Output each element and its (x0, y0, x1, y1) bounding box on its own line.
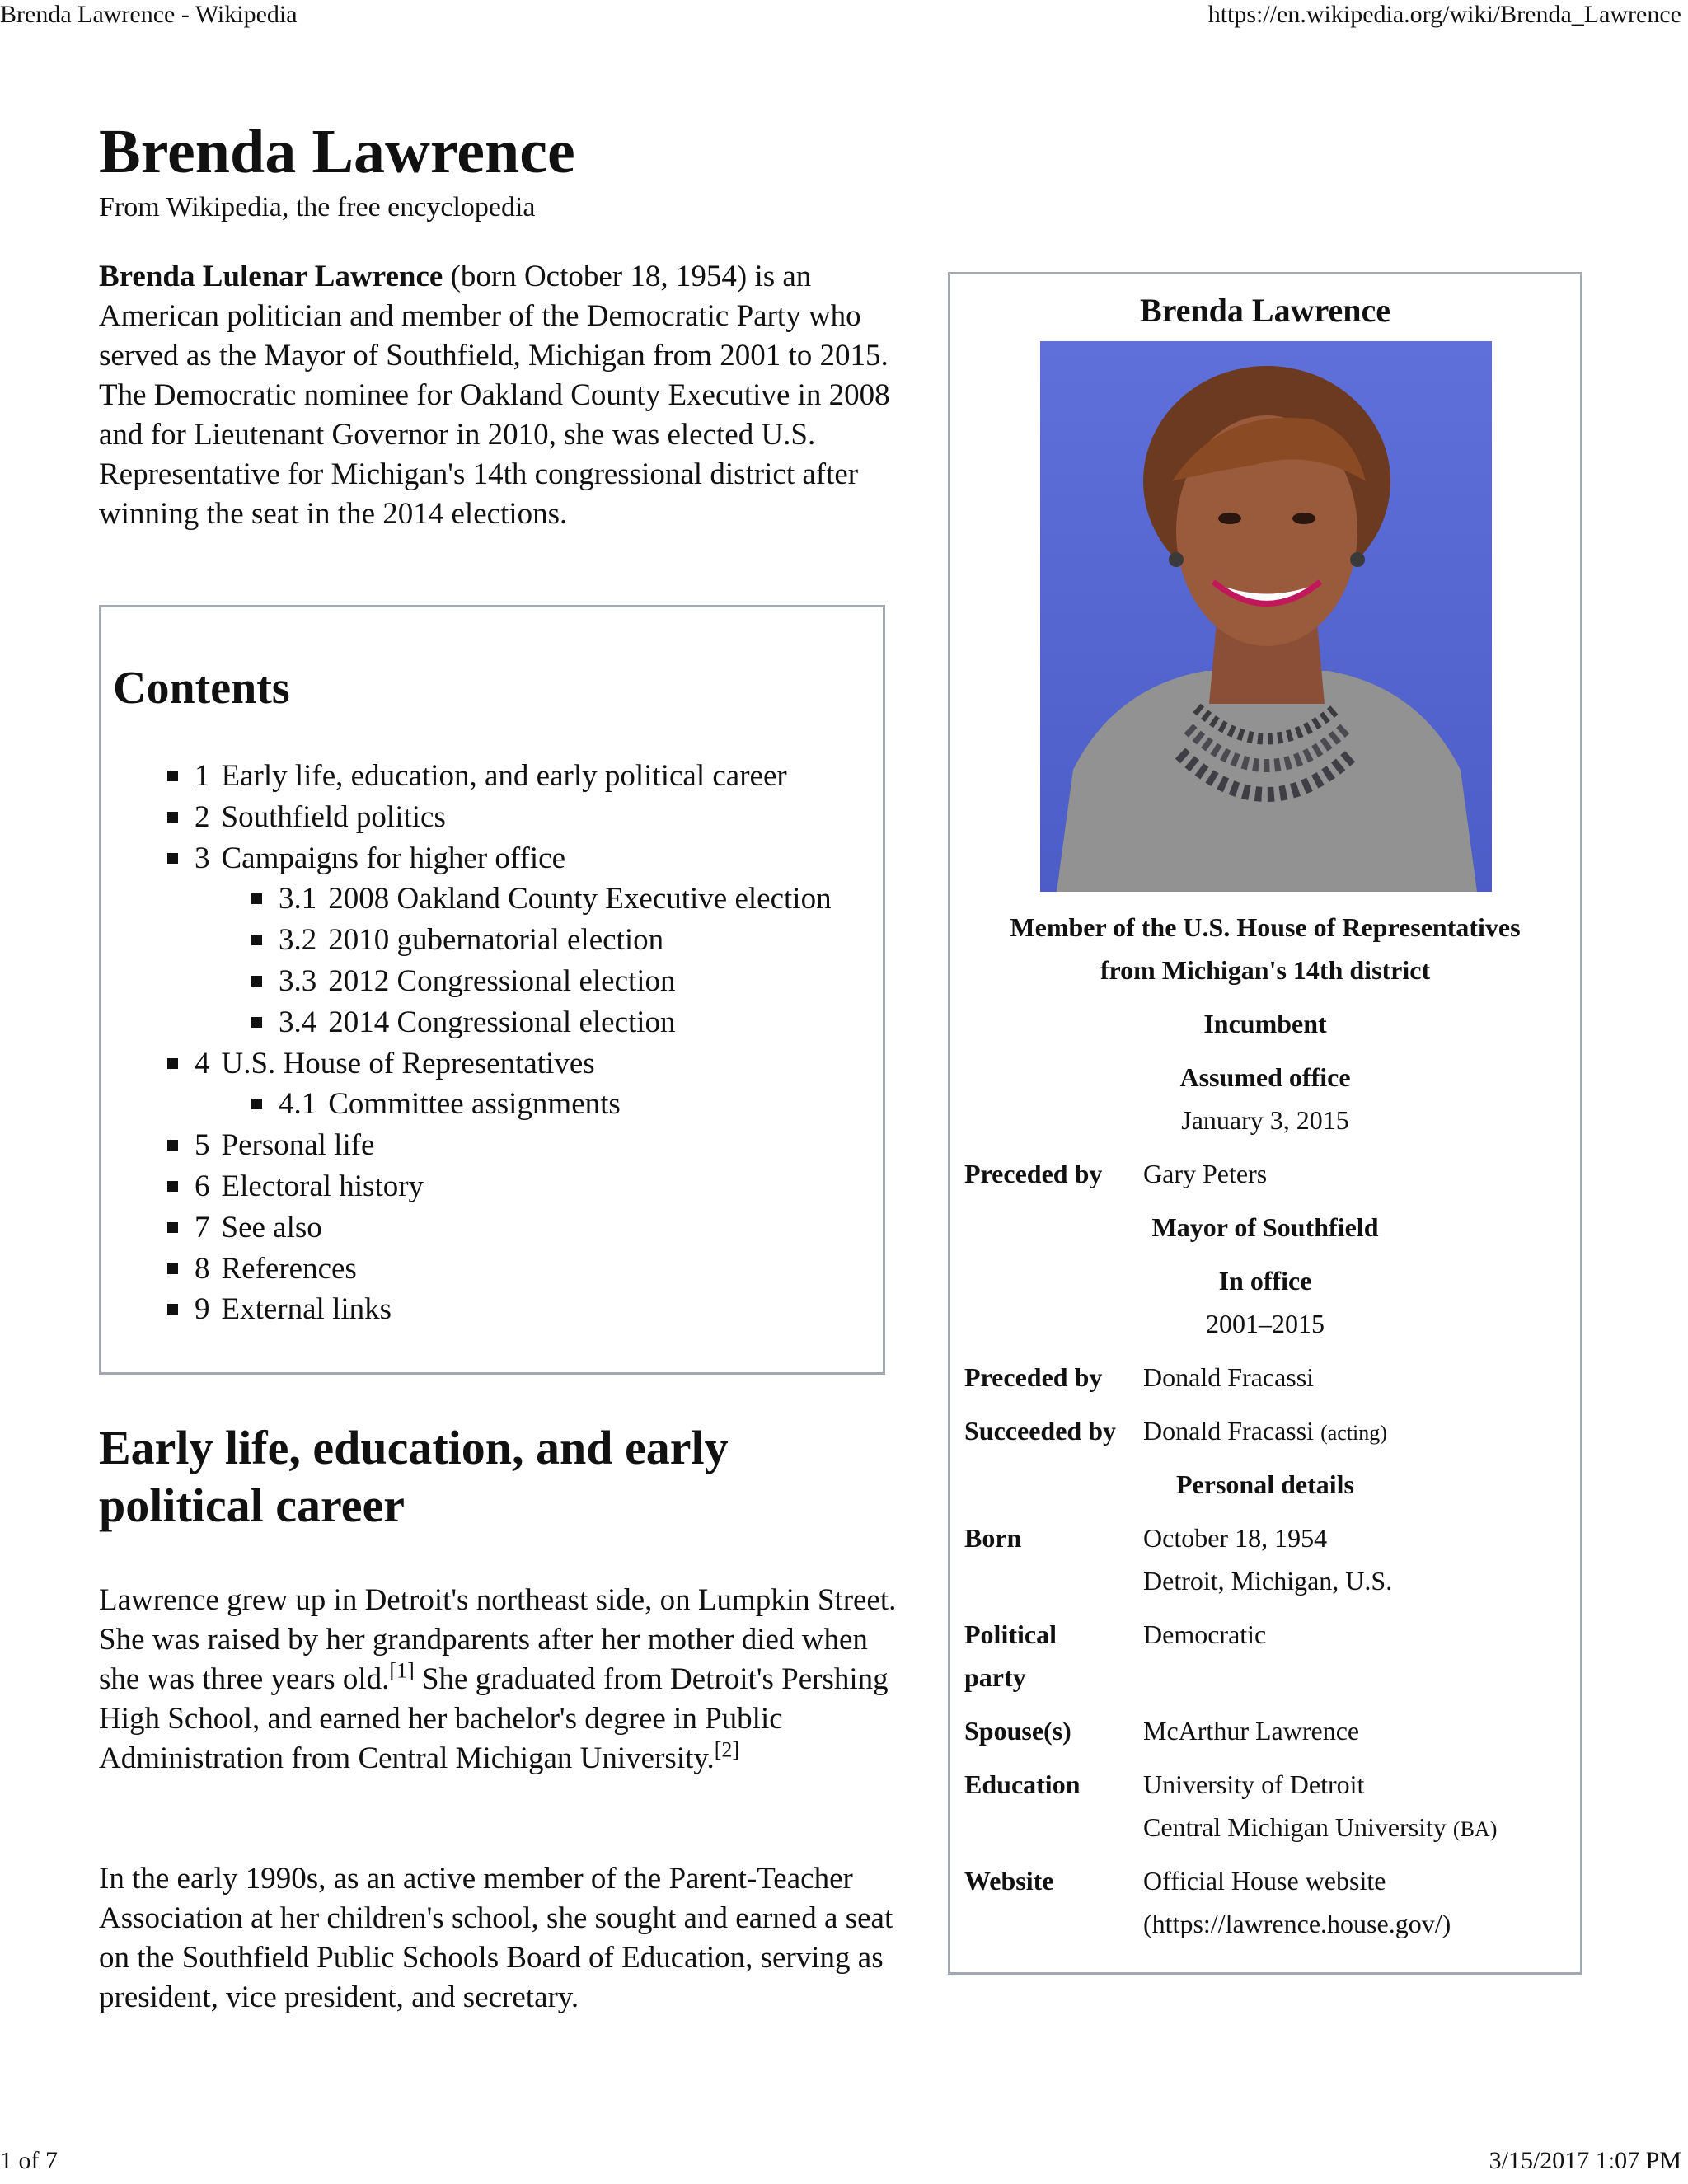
assumed-office-date: January 3, 2015 (1181, 1105, 1349, 1135)
bullet-icon (167, 812, 178, 823)
page-tagline: From Wikipedia, the free encyclopedia (99, 192, 536, 223)
toc-item-number: 3 (195, 841, 210, 875)
office-title-line-1[interactable]: Member of the U.S. House of Representatives (1010, 912, 1521, 942)
toc-item-label: References (221, 1251, 357, 1286)
citation-1[interactable] (389, 1659, 414, 1683)
born-date: October 18, 1954 (1143, 1523, 1328, 1553)
spouse-label: Spouse(s) (964, 1716, 1071, 1746)
toc-item-label: U.S. House of Representatives (221, 1046, 595, 1080)
table-of-contents (99, 605, 885, 1375)
spouse-value: McArthur Lawrence (1143, 1716, 1360, 1746)
toc-item-number: 7 (195, 1210, 210, 1244)
toc-item-number: 4 (195, 1046, 210, 1080)
toc-item-7[interactable] (101, 1207, 832, 1249)
lead-text: (born October 18, 1954) is an American politician and member of the Democratic Party who served as the Mayor of Southfield, Michigan from 2001 to 2015. The Democratic nominee for Oakland County Executive in 2008 and for Lieutenant Governor in 2010, she was elected U.S. Representative for Michigan's 14th congressional district after winning the seat in the 2014 elections. (99, 260, 890, 531)
party-label-line-2: party (964, 1662, 1026, 1692)
succeeded-by-value (1143, 1409, 1572, 1455)
bullet-icon (167, 1058, 178, 1069)
personal-details-header: Personal details (1176, 1469, 1354, 1499)
bullet-icon (251, 976, 262, 987)
toc-item-label: 2014 Congressional election (328, 1005, 676, 1039)
section-heading-early-life: Early life, education, and early political career (99, 1421, 729, 1532)
bullet-icon (167, 853, 178, 864)
toc-item-5[interactable] (101, 1125, 832, 1166)
toc-item-number: 2 (195, 799, 210, 834)
website-label: Website (964, 1866, 1054, 1896)
education-value-2 (1143, 1806, 1572, 1851)
toc-item-6[interactable] (101, 1166, 832, 1207)
office-title-line-2[interactable]: from Michigan's 14th district (1100, 955, 1431, 985)
party-label-line-1: Political (964, 1619, 1057, 1649)
toc-item-number: 4.1 (279, 1087, 317, 1122)
bullet-icon (167, 1140, 178, 1151)
bullet-icon (167, 1181, 178, 1192)
toc-item-4-1[interactable] (101, 1084, 832, 1125)
page-title: Brenda Lawrence (99, 117, 575, 186)
toc-item-9[interactable] (101, 1289, 832, 1330)
toc-item-label: 2010 gubernatorial election (328, 923, 664, 958)
education-label: Education (964, 1769, 1081, 1799)
toc-item-3-2[interactable] (101, 920, 832, 961)
paragraph-text: She graduated from Detroit's Pershing High School, and earned her bachelor's degree in Public Administration from Central Michigan University. (99, 1662, 889, 1775)
toc-item-number: 6 (195, 1169, 210, 1203)
print-footer-datetime: 3/15/2017 1:07 PM (1489, 2147, 1681, 2174)
preceded-by-value-2[interactable]: Donald Fracassi (1143, 1362, 1315, 1392)
toc-item-3-1[interactable] (101, 879, 832, 920)
toc-item-2[interactable] (101, 797, 832, 838)
bullet-icon (251, 1099, 262, 1109)
succeeded-by-note: (acting) (1320, 1421, 1387, 1445)
toc-item-label: External links (221, 1292, 392, 1327)
born-label: Born (964, 1523, 1022, 1553)
website-link[interactable]: Official House website (1143, 1866, 1386, 1896)
toc-title: Contents (113, 663, 290, 714)
bullet-icon (251, 935, 262, 945)
toc-item-number: 3.3 (279, 963, 317, 998)
toc-item-number: 3.4 (279, 1005, 317, 1039)
bullet-icon (167, 1222, 178, 1233)
website-url[interactable]: (https://lawrence.house.gov/) (1143, 1909, 1451, 1938)
bullet-icon (251, 1017, 262, 1028)
lead-bold-name: Brenda Lulenar Lawrence (99, 260, 443, 293)
portrait-illustration (1040, 341, 1492, 892)
toc-item-number: 3.1 (279, 882, 317, 916)
assumed-office-label: Assumed office (1179, 1062, 1351, 1092)
early-life-paragraph-2: In the early 1990s, as an active member of the Parent-Teacher Association at her children's school, she sought and earned a seat on the Southfield Public Schools Board of Education, serving as president, vice president, and secretary. (99, 1862, 893, 2014)
citation-link[interactable]: [1] (389, 1658, 415, 1683)
office-2-title[interactable]: Mayor of Southfield (1151, 1212, 1379, 1242)
infobox (948, 272, 1582, 1975)
citation-2[interactable] (715, 1738, 739, 1762)
infobox-name: Brenda Lawrence (1139, 292, 1391, 329)
toc-item-number: 1 (195, 759, 210, 793)
paragraph-text: Lawrence grew up in Detroit's northeast side, on Lumpkin Street. She was raised by her grandparents after her mother died when she was three years old. (99, 1583, 897, 1696)
toc-list (101, 756, 832, 1330)
toc-item-label: Southfield politics (221, 799, 446, 834)
preceded-by-label: Preceded by (964, 1159, 1103, 1188)
bullet-icon (167, 1304, 178, 1315)
bullet-icon (251, 893, 262, 904)
toc-item-label: 2008 Oakland County Executive election (328, 882, 832, 916)
citation-link[interactable]: [2] (714, 1737, 740, 1762)
in-office-label: In office (1218, 1266, 1312, 1296)
toc-item-3-3[interactable] (101, 961, 832, 1002)
toc-item-label: Personal life (221, 1128, 375, 1163)
party-value[interactable]: Democratic (1143, 1619, 1267, 1649)
toc-item-label: Campaigns for higher office (221, 841, 565, 875)
early-life-paragraph-1 (99, 1581, 915, 1779)
preceded-by-value[interactable]: Gary Peters (1143, 1159, 1268, 1188)
bullet-icon (167, 771, 178, 781)
education-link-2[interactable]: Central Michigan University (1143, 1812, 1447, 1842)
toc-item-8[interactable] (101, 1249, 832, 1290)
print-footer-page-indicator: 1 of 7 (0, 2147, 58, 2174)
toc-item-label: Committee assignments (328, 1087, 621, 1122)
portrait-photo[interactable] (1040, 341, 1492, 892)
toc-item-number: 8 (195, 1251, 210, 1286)
print-header-title: Brenda Lawrence - Wikipedia (0, 1, 298, 28)
print-header-url[interactable]: https://en.wikipedia.org/wiki/Brenda_Lawrence (1207, 1, 1681, 28)
toc-item-1[interactable] (101, 756, 832, 797)
born-place[interactable]: Detroit, Michigan, U.S. (1143, 1566, 1393, 1596)
toc-item-label: Electoral history (221, 1169, 424, 1203)
education-note: (BA) (1452, 1817, 1498, 1841)
succeeded-by-label: Succeeded by (964, 1416, 1116, 1446)
toc-item-label: Early life, education, and early political career (221, 759, 787, 793)
in-office-years: 2001–2015 (1206, 1309, 1325, 1338)
toc-item-3-4[interactable] (101, 1002, 832, 1043)
toc-item-label: See also (221, 1210, 322, 1244)
preceded-by-label-2: Preceded by (964, 1362, 1103, 1392)
lead-paragraph (99, 257, 907, 534)
toc-item-3[interactable] (101, 838, 832, 879)
education-value-1[interactable]: University of Detroit (1143, 1769, 1365, 1799)
bullet-icon (167, 1263, 178, 1274)
toc-item-number: 5 (195, 1128, 210, 1163)
toc-item-number: 3.2 (279, 923, 317, 958)
toc-item-4[interactable] (101, 1043, 832, 1085)
toc-item-label: 2012 Congressional election (328, 963, 676, 998)
incumbent-label: Incumbent (1203, 1009, 1327, 1038)
toc-item-number: 9 (195, 1292, 210, 1327)
succeeded-by-link[interactable]: Donald Fracassi (1143, 1416, 1315, 1446)
